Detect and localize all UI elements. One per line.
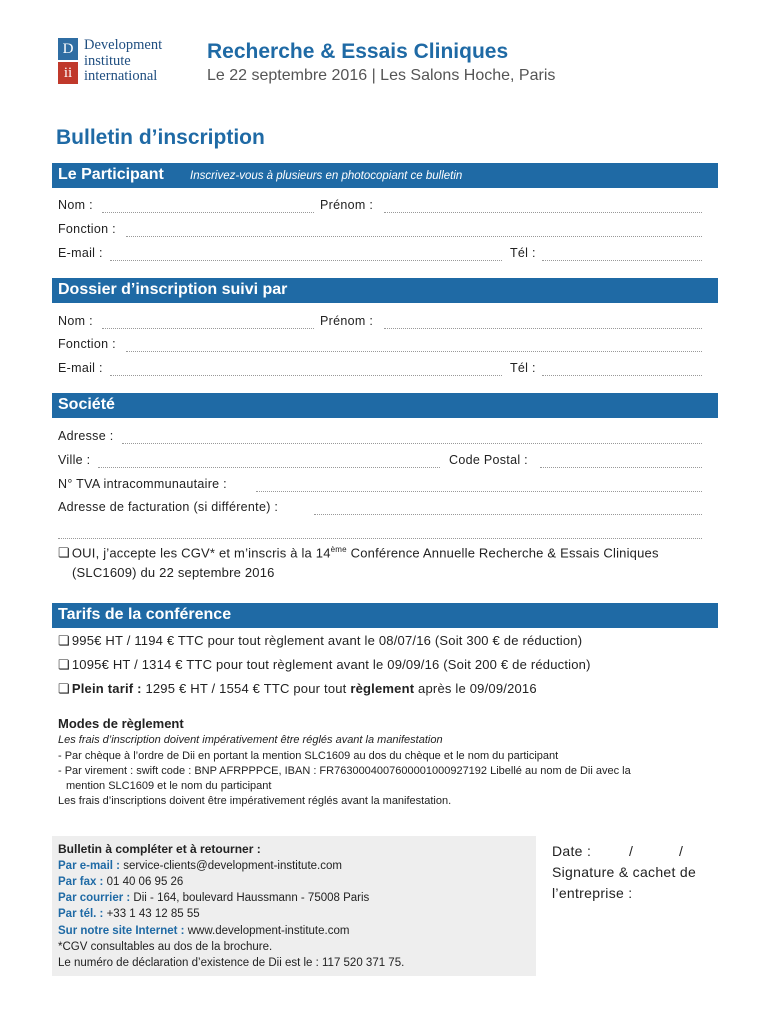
modes-line-3: - Par virement : swift code : BNP AFRPPPCE, IBAN : FR7630004007600001000927192 Libellé au nom de Dii avec la xyxy=(58,765,631,777)
societe-adresse-field[interactable] xyxy=(122,443,702,444)
societe-ville-label: Ville : xyxy=(58,453,91,467)
participant-tel-field[interactable] xyxy=(542,260,702,261)
logo-box-ii: ii xyxy=(58,62,78,84)
return-courrier-key: Par courrier : xyxy=(58,892,131,904)
signature-label-2: l’entreprise : xyxy=(552,885,633,901)
tarif-3-text-a: 1295 € HT / 1554 € TTC pour tout xyxy=(141,681,351,696)
return-site-key: Sur notre site Internet : xyxy=(58,925,185,937)
event-subtitle: Le 22 septembre 2016 | Les Salons Hoche, Paris xyxy=(207,67,556,84)
societe-facturation-label: Adresse de facturation (si différente) : xyxy=(58,500,279,514)
section-title: Société xyxy=(58,396,115,413)
participant-email-field[interactable] xyxy=(110,260,502,261)
return-tel-key: Par tél. : xyxy=(58,908,104,920)
form-title: Bulletin d’inscription xyxy=(56,126,265,149)
tarif-3-text-c: après le 09/09/2016 xyxy=(414,681,537,696)
societe-tva-label: N° TVA intracommunautaire : xyxy=(58,477,227,491)
participant-fonction-field[interactable] xyxy=(126,236,702,237)
return-courrier xyxy=(58,892,369,904)
dossier-tel-field[interactable] xyxy=(542,375,702,376)
cgv-accept-sup: ème xyxy=(330,545,347,554)
modes-line-1: Les frais d’inscription doivent impérativement être réglés avant la manifestation xyxy=(58,734,443,746)
section-note: Inscrivez-vous à plusieurs en photocopiant ce bulletin xyxy=(190,170,463,182)
logo-box-d: D xyxy=(58,38,78,60)
societe-ville-field[interactable] xyxy=(98,467,440,468)
tarif-3-bold-b: règlement xyxy=(350,681,415,696)
return-fax-value: 01 40 06 95 26 xyxy=(103,876,184,888)
modes-line-5: Les frais d’inscriptions doivent être impérativement réglés avant la manifestation. xyxy=(58,795,452,807)
return-site xyxy=(58,925,349,937)
participant-nom-label: Nom : xyxy=(58,198,93,212)
section-tarifs xyxy=(52,603,718,628)
participant-prenom-label: Prénom : xyxy=(320,198,374,212)
return-email-key: Par e-mail : xyxy=(58,860,120,872)
tarif-option-2 xyxy=(58,657,591,673)
return-site-value[interactable]: www.development-institute.com xyxy=(184,925,350,937)
cgv-accept-text-b: Conférence Annuelle Recherche & Essais Cliniques xyxy=(346,545,659,561)
tarif-1-checkbox[interactable]: ❏ xyxy=(58,633,70,648)
return-fax xyxy=(58,876,183,888)
return-courrier-value: Dii - 164, boulevard Haussmann - 75008 Paris xyxy=(130,892,370,904)
return-cgv: *CGV consultables au dos de la brochure. xyxy=(58,941,273,953)
societe-tva-field[interactable] xyxy=(256,491,702,492)
dossier-fonction-field[interactable] xyxy=(126,351,702,352)
signature-label: Signature & cachet de xyxy=(552,864,697,880)
dossier-nom-field[interactable] xyxy=(102,328,314,329)
participant-prenom-field[interactable] xyxy=(384,212,702,213)
modes-title: Modes de règlement xyxy=(58,716,184,731)
participant-email-label: E-mail : xyxy=(58,246,103,260)
section-title: Tarifs de la conférence xyxy=(58,606,232,623)
return-title: Bulletin à compléter et à retourner : xyxy=(58,842,261,856)
societe-facturation-field-2[interactable] xyxy=(58,538,702,539)
logo-line-1: Development xyxy=(84,37,163,53)
logo-mark xyxy=(58,38,78,84)
societe-cp-label: Code Postal : xyxy=(449,453,528,467)
tarif-3-bold: Plein tarif : xyxy=(71,681,142,696)
return-tel xyxy=(58,908,200,920)
modes-line-4: mention SLC1609 et le nom du participant xyxy=(66,780,272,792)
participant-nom-field[interactable] xyxy=(102,212,314,213)
date-label: Date : xyxy=(552,843,592,859)
section-dossier xyxy=(52,278,718,303)
dossier-prenom-field[interactable] xyxy=(384,328,702,329)
societe-adresse-label: Adresse : xyxy=(58,429,114,443)
return-email-value[interactable]: service-clients@development-institute.com xyxy=(120,860,342,872)
dossier-tel-label: Tél : xyxy=(510,361,536,375)
tarif-2-checkbox[interactable]: ❏ xyxy=(58,657,70,672)
date-slash-1: / xyxy=(629,843,634,859)
participant-fonction-label: Fonction : xyxy=(58,222,116,236)
section-participant xyxy=(52,163,718,188)
tarif-1-text: 995€ HT / 1194 € TTC pour tout règlement avant le 08/07/16 (Soit 300 € de réduction) xyxy=(71,633,583,648)
return-fax-key: Par fax : xyxy=(58,876,104,888)
logo-line-2: institute xyxy=(84,52,131,69)
return-tel-value: +33 1 43 12 85 55 xyxy=(103,908,200,920)
modes-line-2: - Par chèque à l’ordre de Dii en portant la mention SLC1609 au dos du chèque et le nom du participant xyxy=(58,750,559,762)
logo xyxy=(58,38,182,86)
dossier-nom-label: Nom : xyxy=(58,314,93,328)
cgv-checkbox[interactable]: ❏ xyxy=(58,545,70,561)
tarif-option-1 xyxy=(58,633,582,649)
event-title: Recherche & Essais Cliniques xyxy=(207,40,509,63)
section-title: Dossier d’inscription suivi par xyxy=(58,281,288,298)
logo-text xyxy=(84,38,162,85)
societe-facturation-field[interactable] xyxy=(314,514,702,515)
section-title: Le Participant xyxy=(58,166,164,183)
return-email xyxy=(58,860,342,872)
date-slash-2: / xyxy=(679,843,684,859)
return-box xyxy=(52,836,536,976)
logo-line-3: international xyxy=(84,68,158,84)
section-societe xyxy=(52,393,718,418)
tarif-3-checkbox[interactable]: ❏ xyxy=(58,681,70,696)
return-declaration: Le numéro de déclaration d’existence de Dii est le : 117 520 371 75. xyxy=(58,957,405,969)
dossier-email-field[interactable] xyxy=(110,375,502,376)
dossier-fonction-label: Fonction : xyxy=(58,337,116,351)
dossier-prenom-label: Prénom : xyxy=(320,314,374,328)
dossier-email-label: E-mail : xyxy=(58,361,103,375)
cgv-accept-text: OUI, j’accepte les CGV* et m’inscris à la 14 xyxy=(71,545,331,561)
participant-tel-label: Tél : xyxy=(510,246,536,260)
cgv-accept-line-2: (SLC1609) du 22 septembre 2016 xyxy=(72,565,275,580)
cgv-accept-line-1 xyxy=(58,545,659,561)
tarif-2-text: 1095€ HT / 1314 € TTC pour tout règlement avant le 09/09/16 (Soit 200 € de réduction) xyxy=(71,657,591,672)
tarif-option-3 xyxy=(58,681,537,697)
societe-cp-field[interactable] xyxy=(540,467,702,468)
